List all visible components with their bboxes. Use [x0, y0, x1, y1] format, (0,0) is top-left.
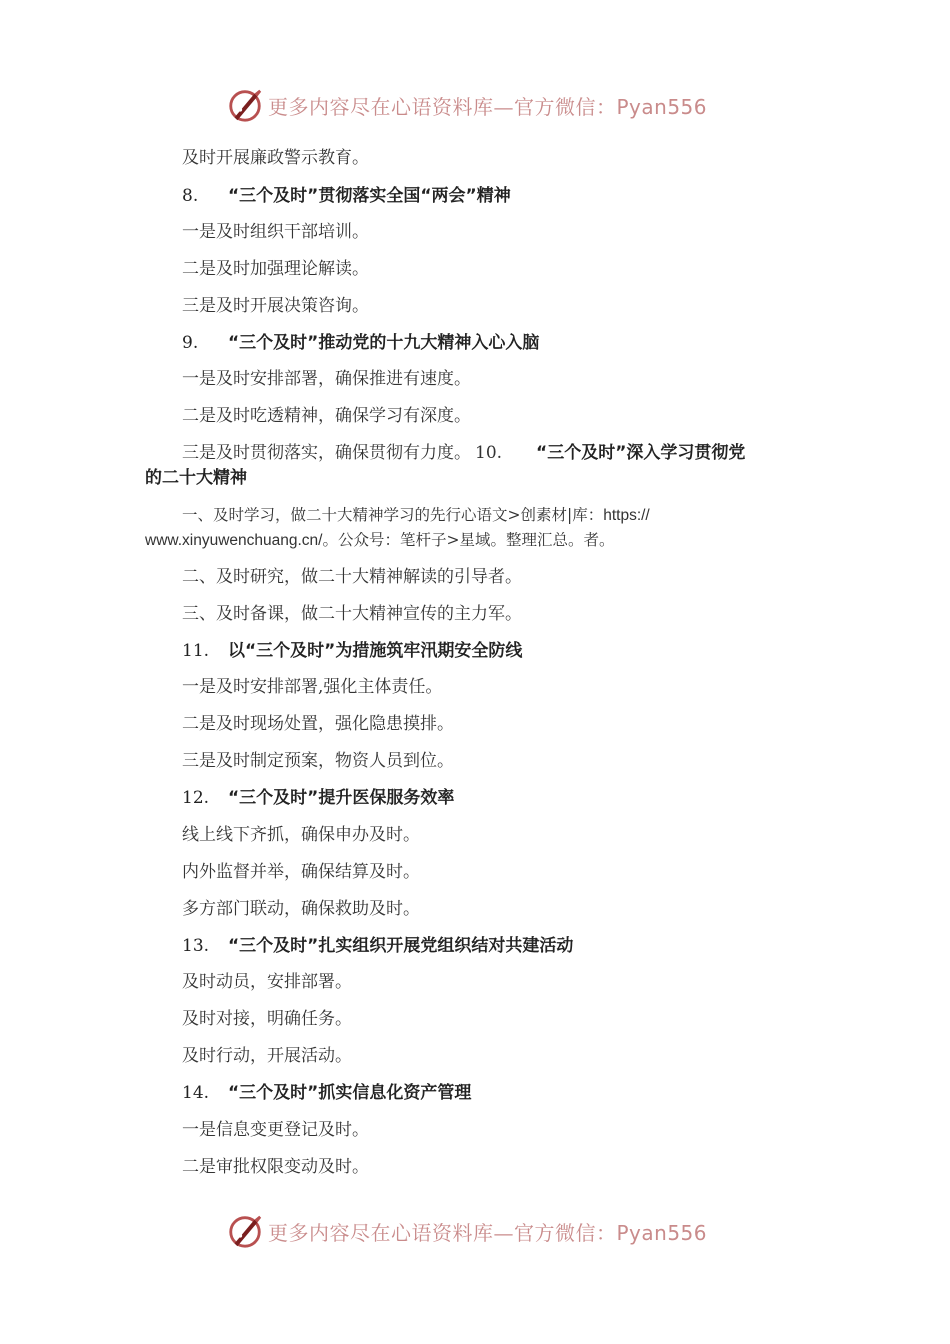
- heading-title: “三个及时”贯彻落实全国“两会”精神: [228, 186, 511, 206]
- banner-slogan: 更多内容尽在心语资料库—官方微信：: [268, 1220, 617, 1245]
- text-line: 及时开展廉政警示教育。: [182, 148, 369, 168]
- text-line: 及时对接，明确任务。: [182, 1009, 352, 1029]
- pen-logo-icon: [226, 1212, 264, 1250]
- url-fragment: https://: [603, 507, 650, 524]
- text-line: [182, 442, 745, 464]
- section-heading-12: [182, 787, 454, 809]
- banner-text: [268, 1217, 707, 1246]
- header-banner: [226, 85, 707, 125]
- text-fragment: 一、及时学习，做二十大精神学习的先行心语文>创素材|库：: [182, 506, 604, 524]
- text-line: 线上线下齐抓，确保申办及时。: [182, 825, 420, 845]
- text-line: 二是及时吃透精神，确保学习有深度。: [182, 406, 471, 426]
- footer-banner: [226, 1211, 707, 1251]
- text-line: 三、及时备课，做二十大精神宣传的主力军。: [182, 604, 522, 624]
- section-heading-13: [182, 935, 573, 957]
- pen-logo-icon: [226, 86, 264, 124]
- section-heading-11: [182, 640, 522, 662]
- banner-text: [268, 91, 707, 120]
- text-line: 多方部门联动，确保救助及时。: [182, 899, 420, 919]
- heading-number: 14.: [182, 1083, 210, 1103]
- banner-slogan: 更多内容尽在心语资料库—官方微信：: [268, 94, 617, 119]
- text-line: 一是及时安排部署，确保推进有速度。: [182, 369, 471, 389]
- heading-title-10a: “三个及时”深入学习贯彻党: [536, 443, 746, 463]
- heading-number: 9.: [182, 333, 199, 353]
- heading-number: 8.: [182, 186, 199, 206]
- heading-number: 13.: [182, 936, 210, 956]
- text-line: 一是及时组织干部培训。: [182, 222, 369, 242]
- banner-wechat-id: Pyan556: [616, 94, 708, 119]
- text-line: 一是及时安排部署,强化主体责任。: [182, 677, 443, 697]
- heading-title: “三个及时”提升医保服务效率: [228, 788, 455, 808]
- text-line: [182, 504, 650, 527]
- heading-title: “三个及时”扎实组织开展党组织结对共建活动: [228, 936, 574, 956]
- text-line: 二是及时加强理论解读。: [182, 259, 369, 279]
- heading-number: 12.: [182, 788, 210, 808]
- heading-title: “三个及时”推动党的十九大精神入心入脑: [228, 333, 540, 353]
- section-heading-14: [182, 1082, 471, 1104]
- heading-title-10b: 的二十大精神: [145, 468, 247, 488]
- text-fragment: 。公众号：笔杆子>星域。整理汇总。者。: [322, 531, 615, 549]
- url-link[interactable]: www.xinyuwenchuang.cn/: [145, 532, 323, 549]
- text-line: 一是信息变更登记及时。: [182, 1120, 369, 1140]
- heading-title: 以“三个及时”为措施筑牢汛期安全防线: [228, 641, 523, 661]
- banner-wechat-id: Pyan556: [616, 1220, 708, 1245]
- text-line: 及时行动，开展活动。: [182, 1046, 352, 1066]
- heading-title: “三个及时”抓实信息化资产管理: [228, 1083, 472, 1103]
- section-heading-9: [182, 332, 539, 354]
- text-line: 内外监督并举，确保结算及时。: [182, 862, 420, 882]
- text-line: 三是及时开展决策咨询。: [182, 296, 369, 316]
- text-line: 及时动员，安排部署。: [182, 972, 352, 992]
- text-line: 二、及时研究，做二十大精神解读的引导者。: [182, 567, 522, 587]
- text-line: [145, 529, 615, 552]
- text-line: 二是及时现场处置，强化隐患摸排。: [182, 714, 454, 734]
- heading-number: 11.: [182, 641, 210, 661]
- text-line: 三是及时制定预案，物资人员到位。: [182, 751, 454, 771]
- section-heading-8: [182, 185, 511, 207]
- text-line: 二是审批权限变动及时。: [182, 1157, 369, 1177]
- heading-number-10: 10.: [475, 443, 503, 463]
- text-fragment: 三是及时贯彻落实，确保贯彻有力度。: [182, 443, 471, 463]
